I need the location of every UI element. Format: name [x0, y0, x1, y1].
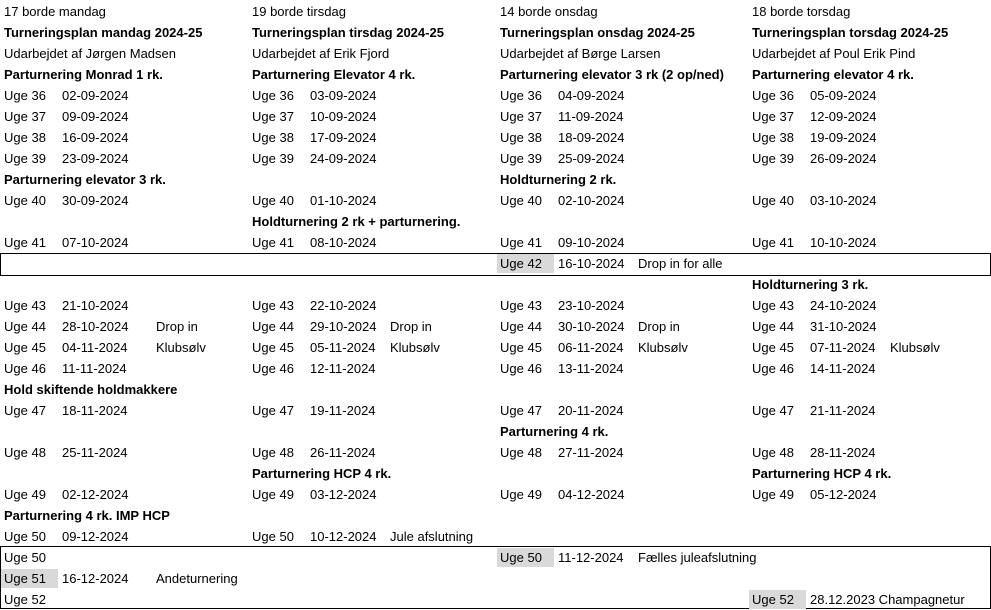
week-number: Uge 43: [752, 298, 794, 313]
date: 10-09-2024: [310, 109, 377, 124]
week-number: Uge 48: [500, 445, 542, 460]
week-number: Uge 47: [252, 403, 294, 418]
note: Klubsølv: [638, 340, 688, 355]
note: Drop in: [390, 319, 432, 334]
note: Andeturnering: [156, 571, 238, 586]
week-number: Uge 48: [252, 445, 294, 460]
date: 12-11-2024: [310, 361, 376, 376]
week-number: Uge 41: [4, 235, 46, 250]
week-number: Uge 49: [252, 487, 294, 502]
date: 11-11-2024: [62, 361, 127, 376]
info-text: 18 borde torsdag: [752, 4, 851, 19]
section-heading: Turneringsplan mandag 2024-25: [4, 25, 203, 40]
date: 06-11-2024: [558, 340, 624, 355]
week-number: Uge 40: [500, 193, 542, 208]
date: 09-12-2024: [62, 529, 129, 544]
date: 07-11-2024: [810, 340, 876, 355]
week-number: Uge 37: [500, 109, 542, 124]
week-number: Uge 46: [500, 361, 542, 376]
week-number: Uge 46: [252, 361, 294, 376]
section-heading: Parturnering Monrad 1 rk.: [4, 67, 163, 82]
info-text: Udarbejdet af Jørgen Madsen: [4, 46, 176, 61]
week-number: Uge 50: [4, 550, 46, 565]
date: 24-10-2024: [810, 298, 877, 313]
section-heading: Parturnering elevator 3 rk (2 op/ned): [500, 67, 724, 82]
week-number: Uge 41: [252, 235, 294, 250]
date: 26-11-2024: [310, 445, 376, 460]
date: 16-12-2024: [62, 571, 129, 586]
date: 01-10-2024: [310, 193, 377, 208]
date: 10-10-2024: [810, 235, 877, 250]
section-heading: Parturnering elevator 3 rk.: [4, 172, 166, 187]
date: 22-10-2024: [310, 298, 377, 313]
week-number: Uge 48: [4, 445, 46, 460]
week-number: Uge 38: [752, 130, 794, 145]
date: 11-12-2024: [558, 550, 624, 565]
date: 27-11-2024: [558, 445, 624, 460]
date: 19-11-2024: [310, 403, 376, 418]
date: 13-11-2024: [558, 361, 624, 376]
date: 24-09-2024: [310, 151, 377, 166]
week-number: Uge 39: [500, 151, 542, 166]
note: Fælles juleafslutning: [638, 550, 757, 565]
week-number: Uge 37: [4, 109, 46, 124]
section-heading: Holdturnering 2 rk + parturnering.: [252, 214, 461, 229]
note: Klubsølv: [890, 340, 940, 355]
week-number: Uge 36: [252, 88, 294, 103]
week-number: Uge 44: [252, 319, 294, 334]
date: 30-10-2024: [558, 319, 625, 334]
week-number: Uge 36: [500, 88, 542, 103]
date: 26-09-2024: [810, 151, 877, 166]
date: 09-09-2024: [62, 109, 129, 124]
week-number: Uge 52: [752, 592, 794, 607]
info-text: 19 borde tirsdag: [252, 4, 346, 19]
date: 29-10-2024: [310, 319, 377, 334]
info-text: 14 borde onsdag: [500, 4, 598, 19]
date: 12-09-2024: [810, 109, 877, 124]
date: 28-10-2024: [62, 319, 129, 334]
date: 05-12-2024: [810, 487, 877, 502]
section-heading: Holdturnering 2 rk.: [500, 172, 617, 187]
drop-in-row-border: [0, 253, 991, 276]
date: 02-12-2024: [62, 487, 129, 502]
date: 23-09-2024: [62, 151, 129, 166]
date: 02-10-2024: [558, 193, 625, 208]
week-number: Uge 38: [4, 130, 46, 145]
week-number: Uge 44: [4, 319, 46, 334]
section-heading: Turneringsplan onsdag 2024-25: [500, 25, 695, 40]
date: 28.12.2023 Champagnetur: [810, 592, 965, 607]
date: 03-12-2024: [310, 487, 377, 502]
week-number: Uge 45: [4, 340, 46, 355]
info-text: Udarbejdet af Erik Fjord: [252, 46, 390, 61]
date: 28-11-2024: [810, 445, 876, 460]
note: Klubsølv: [156, 340, 206, 355]
date: 17-09-2024: [310, 130, 377, 145]
date: 16-09-2024: [62, 130, 129, 145]
date: 14-11-2024: [810, 361, 876, 376]
section-heading: Turneringsplan torsdag 2024-25: [752, 25, 949, 40]
note: Drop in: [638, 319, 680, 334]
week-number: Uge 50: [4, 529, 46, 544]
week-number: Uge 44: [752, 319, 794, 334]
section-heading: Parturnering 4 rk.: [500, 424, 609, 439]
section-heading: Parturnering elevator 4 rk.: [752, 67, 914, 82]
section-heading: Hold skiftende holdmakkere: [4, 382, 178, 397]
week-number: Uge 39: [752, 151, 794, 166]
date: 25-09-2024: [558, 151, 625, 166]
week-number: Uge 38: [252, 130, 294, 145]
date: 30-09-2024: [62, 193, 129, 208]
week-number: Uge 45: [752, 340, 794, 355]
date: 03-09-2024: [310, 88, 377, 103]
week-number: Uge 41: [752, 235, 794, 250]
note: Drop in for alle: [638, 256, 723, 271]
note: Drop in: [156, 319, 198, 334]
date: 20-11-2024: [558, 403, 624, 418]
week-number: Uge 37: [252, 109, 294, 124]
date: 04-12-2024: [558, 487, 625, 502]
week-number: Uge 44: [500, 319, 542, 334]
section-heading: Turneringsplan tirsdag 2024-25: [252, 25, 444, 40]
week-number: Uge 38: [500, 130, 542, 145]
date: 07-10-2024: [62, 235, 129, 250]
section-heading: Parturnering HCP 4 rk.: [752, 466, 892, 481]
week-number: Uge 49: [500, 487, 542, 502]
week-number: Uge 47: [752, 403, 794, 418]
section-heading: Parturnering HCP 4 rk.: [252, 466, 392, 481]
week-number: Uge 47: [500, 403, 542, 418]
week-number: Uge 47: [4, 403, 46, 418]
week-number: Uge 51: [4, 571, 46, 586]
note: Klubsølv: [390, 340, 440, 355]
week-number: Uge 45: [252, 340, 294, 355]
week-number: Uge 40: [252, 193, 294, 208]
week-number: Uge 52: [4, 592, 46, 607]
date: 08-10-2024: [310, 235, 377, 250]
week-number: Uge 50: [252, 529, 294, 544]
week-number: Uge 43: [4, 298, 46, 313]
date: 05-11-2024: [310, 340, 376, 355]
week-number: Uge 40: [4, 193, 46, 208]
week-number: Uge 48: [752, 445, 794, 460]
date: 18-09-2024: [558, 130, 625, 145]
week-number: Uge 36: [752, 88, 794, 103]
week-number: Uge 46: [752, 361, 794, 376]
date: 18-11-2024: [62, 403, 128, 418]
section-heading: Parturnering Elevator 4 rk.: [252, 67, 416, 82]
date: 02-09-2024: [62, 88, 129, 103]
date: 19-09-2024: [810, 130, 877, 145]
section-heading: Holdturnering 3 rk.: [752, 277, 869, 292]
week-number: Uge 45: [500, 340, 542, 355]
week-number: Uge 49: [4, 487, 46, 502]
date: 04-11-2024: [62, 340, 128, 355]
date: 05-09-2024: [810, 88, 877, 103]
date: 23-10-2024: [558, 298, 625, 313]
date: 21-10-2024: [62, 298, 129, 313]
date: 10-12-2024: [310, 529, 377, 544]
date: 04-09-2024: [558, 88, 625, 103]
date: 09-10-2024: [558, 235, 625, 250]
date: 03-10-2024: [810, 193, 877, 208]
info-text: Udarbejdet af Børge Larsen: [500, 46, 661, 61]
week-number: Uge 41: [500, 235, 542, 250]
week-number: Uge 49: [752, 487, 794, 502]
week-number: Uge 36: [4, 88, 46, 103]
info-text: 17 borde mandag: [4, 4, 106, 19]
date: 11-09-2024: [558, 109, 624, 124]
note: Jule afslutning: [390, 529, 474, 544]
week-number: Uge 50: [500, 550, 542, 565]
date: 16-10-2024: [558, 256, 625, 271]
week-number: Uge 46: [4, 361, 46, 376]
date: 21-11-2024: [810, 403, 876, 418]
week-number: Uge 43: [500, 298, 542, 313]
week-number: Uge 39: [252, 151, 294, 166]
date: 31-10-2024: [810, 319, 877, 334]
week-number: Uge 43: [252, 298, 294, 313]
date: 25-11-2024: [62, 445, 128, 460]
week-number: Uge 37: [752, 109, 794, 124]
week-number: Uge 42: [500, 256, 542, 271]
info-text: Udarbejdet af Poul Erik Pind: [752, 46, 916, 61]
week-number: Uge 39: [4, 151, 46, 166]
week-number: Uge 40: [752, 193, 794, 208]
section-heading: Parturnering 4 rk. IMP HCP: [4, 508, 170, 523]
